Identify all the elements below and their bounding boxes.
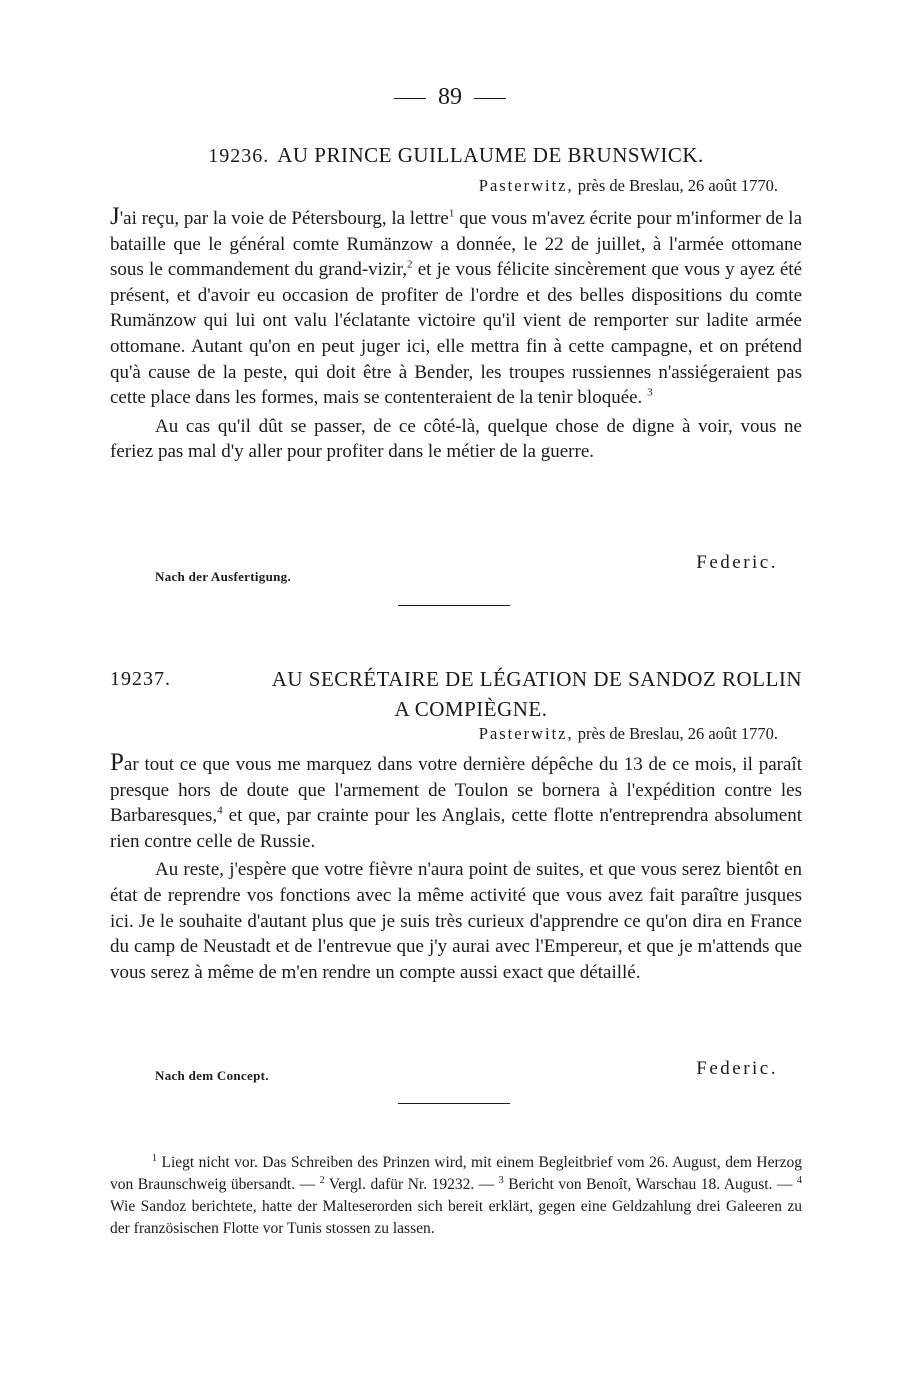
footnote-4-text: Wie Sandoz berichtete, hatte der Malteserorden sich bereit erklärt, gegen eine Geldzahlung drei Galeeren zu der französischen Flotte vor Tunis stossen zu lassen. — [110, 1198, 802, 1237]
letter-2-p1-text-b: et que, par crainte pour les Anglais, cette flotte n'entreprendra absolument rien contre celle de Russie. — [110, 805, 802, 852]
letter-2-paragraph-2: Au reste, j'espère que votre fièvre n'aura point de suites, et que vous serez bientôt en état de reprendre vos fonctions avec la même activité que vous avez fait paraître jusques ici. Je le souhaite d'autant plus que je suis très curieux d'apprendre ce qu'on dira en France du camp de Neustadt et de l'entrevue que j'y aurai avec l'Empereur, et que je m'attends que vous serez à même de m'en rendre un compte aussi exact que détaillé. — [110, 859, 802, 983]
page-number-dash-right — [474, 98, 506, 99]
letter-1-p1-text-b: que vous m'avez écrite pour m'informer de la bataille que le général comte Rumänzow a donnée, le 22 de juillet, à l'armée ottomane sous le commandement du grand-vizir, — [110, 208, 803, 281]
footnote-block — [110, 1152, 802, 1240]
footnote-marker-2: 2 — [319, 1174, 325, 1186]
footnote-1-text: Liegt nicht vor. Das Schreiben des Prinzen wird, mit einem Begleitbrief vom 26. August, dem Herzog von Braunschweig übersandt. — — [110, 1154, 802, 1193]
footnotes — [110, 1152, 802, 1240]
letter-2-number: 19237. — [110, 668, 171, 690]
footnote-ref-2: 2 — [407, 258, 413, 271]
letter-1-number: 19236. — [208, 145, 270, 167]
letter-1-place-rest: près de Breslau, 26 août 1770. — [577, 176, 778, 195]
footnote-3-text: Bericht von Benoît, Warschau 18. August. — — [503, 1176, 797, 1193]
page-number-dash-left — [394, 98, 426, 99]
letter-1-initial: J — [110, 203, 120, 230]
letter-1-heading — [110, 140, 802, 171]
letter-1-title: AU PRINCE GUILLAUME DE BRUNSWICK. — [277, 143, 704, 167]
letter-1-place-date — [479, 176, 778, 196]
letter-2-initial: P — [110, 749, 124, 776]
letter-2-place-city: Pasterwitz, — [478, 724, 574, 743]
footnote-marker-3: 3 — [498, 1174, 504, 1186]
footnote-ref-3: 3 — [647, 386, 653, 399]
letter-1-signature: Federic. — [696, 552, 778, 573]
letter-2-heading — [110, 664, 802, 724]
letter-2-title-line-1: AU SECRÉTAIRE DE LÉGATION DE SANDOZ ROLLIN — [271, 667, 802, 691]
footnote-2-text: Vergl. dafür Nr. 19232. — — [324, 1176, 499, 1193]
section-divider-1 — [398, 605, 510, 606]
letter-1-paragraph-2: Au cas qu'il dût se passer, de ce côté-là, quelque chose de digne à voir, vous ne feriez pas mal d'y aller pour profiter dans le métier de la guerre. — [110, 415, 802, 463]
letter-2-title-line-2: A COMPIÈGNE. — [394, 697, 548, 721]
section-divider-2 — [398, 1103, 510, 1104]
letter-1-p1-text-c: et je vous félicite sincèrement que vous y ayez été présent, et d'avoir eu occasion de profiter de l'ordre et des belles dispositions du comte Rumänzow qui lui ont valu l'éclatante victoire qu'il vient de remporter sur ladite armée ottomane. Autant qu'on en peut juger ici, elle mettra fin à cette campagne, et on prétend qu'à cause de la peste, qui doit être à Bender, les troupes russiennes n'assiégeraient pas cette place dans les formes, mais se contenteraient de la tenir bloquée. — [110, 259, 802, 409]
letter-2-source-note: Nach dem Concept. — [155, 1068, 269, 1083]
letter-2-place-date — [479, 724, 778, 744]
footnote-ref-1: 1 — [448, 207, 455, 220]
letter-2-p1-text-a: ar tout ce que vous me marquez dans votre dernière dépêche du 13 de ce mois, il paraît presque hors de doute que l'armement de Toulon se bornera à l'expédition contre les Barbaresques, — [110, 754, 802, 827]
letter-2-signature: Federic. — [696, 1058, 778, 1079]
footnote-marker-4: 4 — [797, 1174, 802, 1186]
letter-1-source-note: Nach der Ausfertigung. — [155, 569, 292, 584]
letter-1-place-city: Pasterwitz, — [478, 176, 574, 195]
letter-2-body — [110, 750, 802, 985]
letter-1-body — [110, 204, 802, 465]
footnote-ref-4: 4 — [217, 804, 223, 817]
letter-2-paragraph-1 — [110, 750, 802, 854]
page-number: 89 — [438, 84, 462, 110]
footnote-marker-1: 1 — [152, 1152, 157, 1164]
letter-2-place-rest: près de Breslau, 26 août 1770. — [577, 724, 778, 743]
page-number-line — [0, 84, 900, 111]
letter-1-p1-text-a: 'ai reçu, par la voie de Pétersbourg, la lettre — [119, 208, 449, 229]
letter-1-paragraph-1 — [110, 204, 802, 411]
